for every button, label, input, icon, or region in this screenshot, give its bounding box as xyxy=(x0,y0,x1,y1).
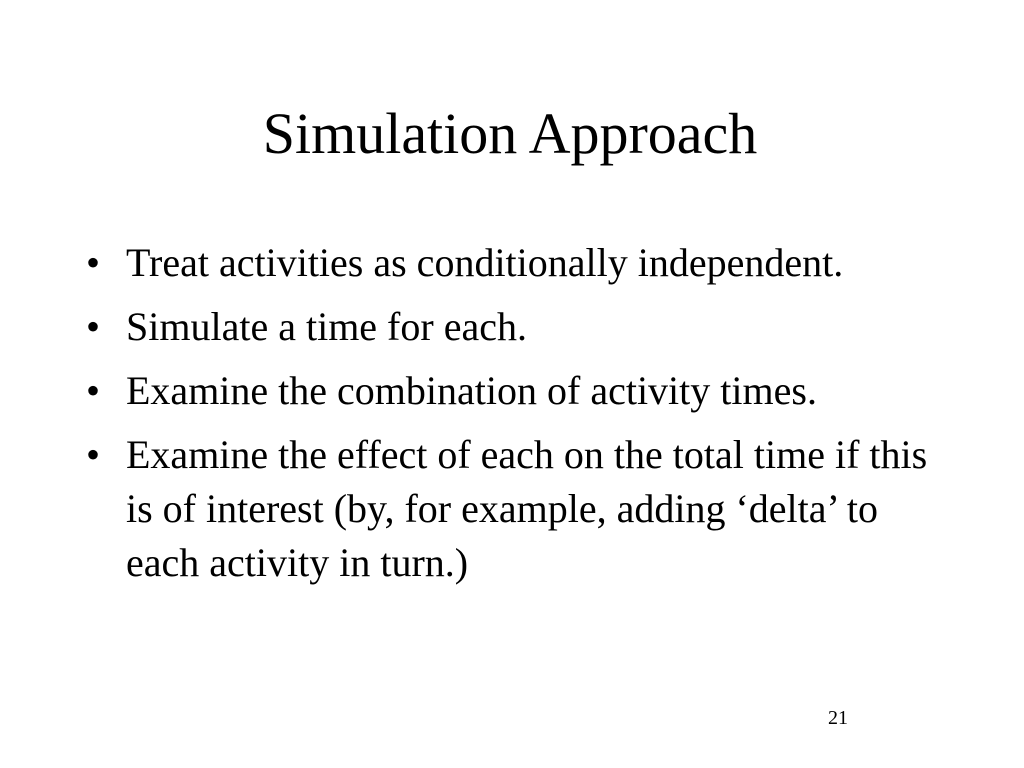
bullet-icon: • xyxy=(86,304,101,349)
bullet-icon: • xyxy=(86,368,101,413)
bullet-text: Examine the effect of each on the total time if this is of interest (by, for example, adding ‘delta’ to each activity in turn.) xyxy=(126,432,928,585)
bullet-icon: • xyxy=(86,240,101,285)
bullet-item xyxy=(82,236,952,290)
bullet-icon: • xyxy=(86,432,101,477)
bullet-item xyxy=(82,364,952,418)
bullet-item xyxy=(82,428,952,590)
bullet-text: Treat activities as conditionally independent. xyxy=(126,240,844,285)
bullet-item xyxy=(82,300,952,354)
bullet-text: Examine the combination of activity times. xyxy=(126,368,817,413)
slide-title: Simulation Approach xyxy=(262,101,758,166)
bullet-list xyxy=(82,236,952,600)
bullet-text: Simulate a time for each. xyxy=(126,304,527,349)
page-number: 21 xyxy=(828,707,848,729)
